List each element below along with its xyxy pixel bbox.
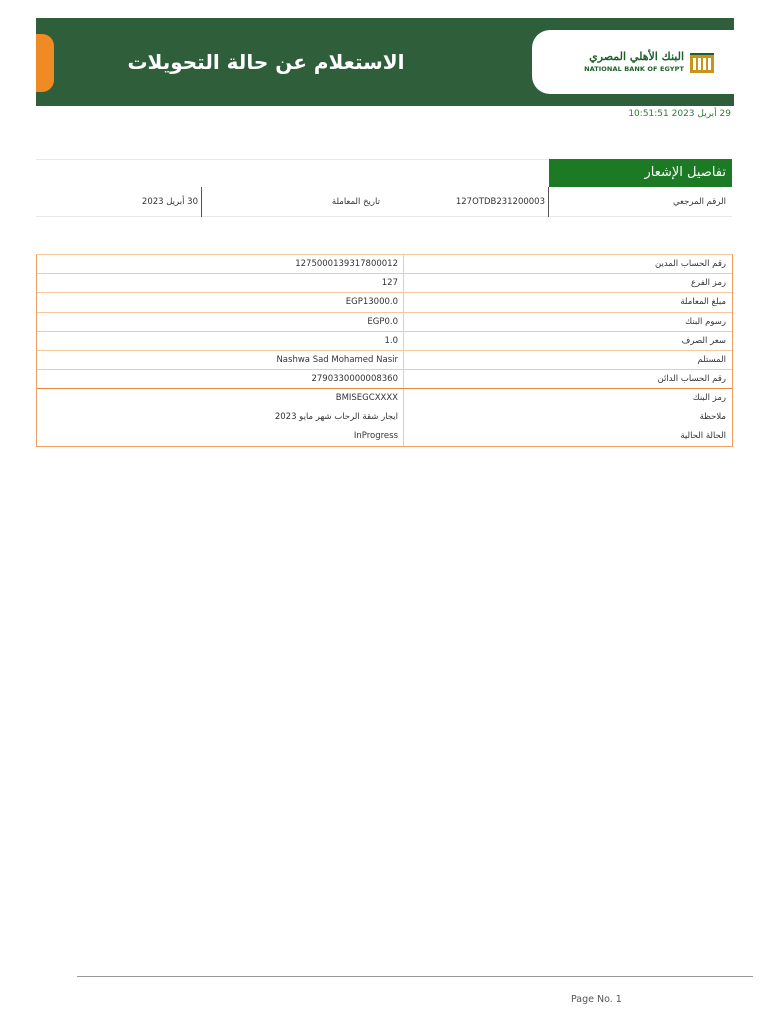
divider — [403, 274, 404, 292]
table-row — [37, 350, 732, 369]
row-value: 1.0 — [384, 335, 398, 346]
row-value: 2790330000008360 — [311, 374, 398, 385]
notice-summary-row — [36, 187, 732, 217]
divider — [403, 313, 404, 331]
row-label: ملاحظة — [699, 411, 726, 422]
row-value: Nashwa Sad Mohamed Nasir — [276, 354, 398, 365]
bank-name-arabic: البنك الأهلي المصري — [589, 50, 684, 63]
row-label: سعر الصرف — [681, 335, 726, 346]
row-label: رمز البنك — [692, 393, 726, 404]
table-row — [37, 388, 732, 407]
divider — [201, 187, 202, 217]
row-label: رقم الحساب الدائن — [657, 374, 726, 385]
table-row — [37, 408, 732, 427]
footer-divider — [77, 976, 753, 977]
divider — [403, 332, 404, 350]
divider — [403, 408, 404, 427]
divider — [403, 255, 404, 273]
page-title: الاستعلام عن حالة التحويلات — [127, 50, 405, 74]
header-accent-tab — [36, 34, 54, 92]
row-value: InProgress — [353, 430, 398, 441]
bank-logo-panel — [532, 30, 734, 94]
bank-logo — [554, 50, 714, 80]
row-label: مبلغ المعاملة — [680, 297, 726, 308]
row-label: المستلم — [697, 354, 726, 365]
transaction-date-label: تاريخ المعاملة — [331, 197, 380, 207]
row-value: 1275000139317800012 — [295, 259, 398, 269]
divider — [403, 293, 404, 311]
divider — [403, 370, 404, 388]
transfer-details-table — [36, 254, 733, 447]
divider — [403, 389, 404, 407]
notice-section-title: تفاصيل الإشعار — [549, 159, 732, 187]
table-row — [37, 254, 732, 273]
divider — [403, 351, 404, 369]
page-number: Page No. 1 — [571, 994, 622, 1005]
divider — [548, 187, 549, 217]
header-banner — [36, 18, 734, 106]
table-row — [37, 312, 732, 331]
divider — [403, 427, 404, 446]
row-label: رقم الحساب المدين — [654, 259, 726, 269]
table-row — [37, 292, 732, 311]
row-value: EGP0.0 — [367, 316, 398, 327]
table-row — [37, 369, 732, 388]
table-row — [37, 273, 732, 292]
row-value: ايجار شقة الرحاب شهر مايو 2023 — [274, 411, 398, 422]
reference-value: 127OTDB231200003 — [455, 197, 545, 207]
table-row — [37, 427, 732, 446]
report-timestamp: 29 أبريل 2023 10:51:51 — [628, 109, 731, 119]
row-label: رمز الفرع — [690, 278, 726, 289]
reference-label: الرقم المرجعي — [672, 197, 726, 207]
row-value: EGP13000.0 — [345, 297, 398, 308]
row-value: 127 — [381, 278, 398, 289]
row-value: BMISEGCXXXX — [335, 393, 398, 404]
table-row — [37, 331, 732, 350]
row-label: الحالة الحالية — [680, 430, 726, 441]
transaction-date-value: 30 أبريل 2023 — [141, 197, 198, 207]
bank-name-english: NATIONAL BANK OF EGYPT — [584, 65, 684, 73]
row-label: رسوم البنك — [685, 316, 726, 327]
bank-emblem-icon — [690, 53, 714, 73]
